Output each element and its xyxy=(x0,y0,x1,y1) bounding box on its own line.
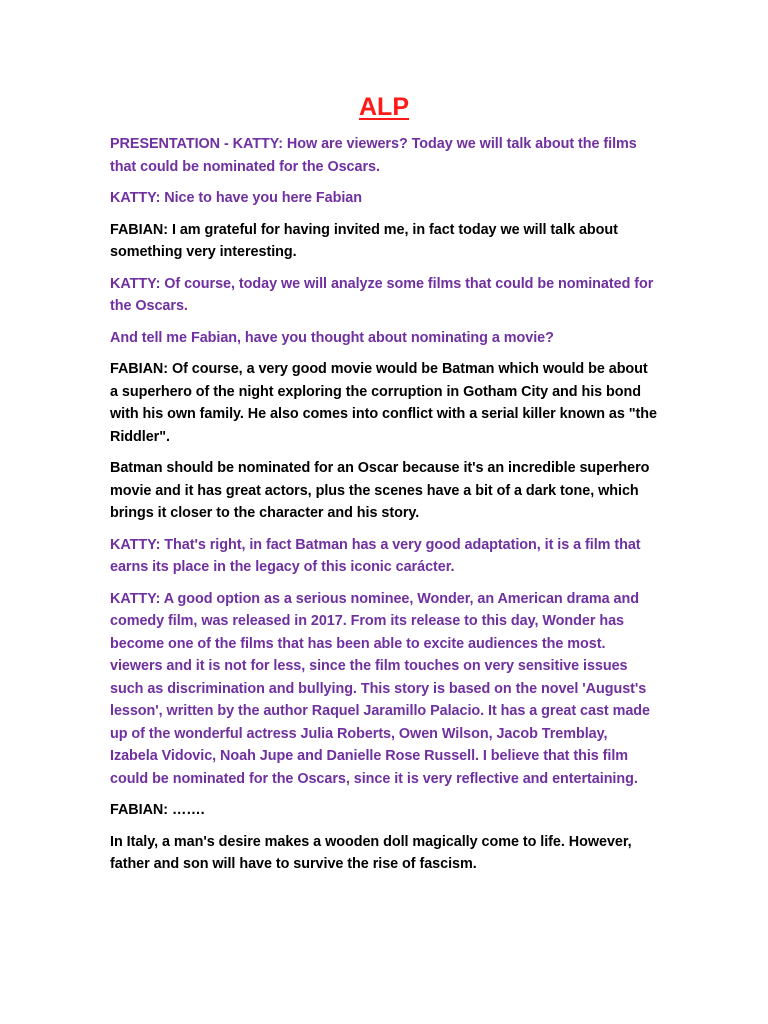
paragraph-fabian-ellipsis: FABIAN: ……. xyxy=(110,802,205,818)
paragraph-katty-analyze: KATTY: Of course, today we will analyze some films that could be nominated for the Oscars. xyxy=(110,275,654,314)
paragraph-katty-batman: KATTY: That's right, in fact Batman has a very good adaptation, it is a film that earns its place in the legacy of this iconic carácter. xyxy=(110,536,641,575)
paragraph-katty-greeting: KATTY: Nice to have you here Fabian xyxy=(110,190,362,206)
paragraph-fabian-italy: In Italy, a man's desire makes a wooden doll magically come to life. However, father and son will have to survive the rise of fascism. xyxy=(110,833,632,872)
paragraph-fabian-thanks: FABIAN: I am grateful for having invited me, in fact today we will talk about something very interesting. xyxy=(110,221,618,260)
paragraph-fabian-batman: FABIAN: Of course, a very good movie would be Batman which would be about a superhero of the night exploring the corruption in Gotham City and his bond with his own family. He also comes into conflict with a serial killer known as "the Riddler". xyxy=(110,361,657,445)
paragraph-katty-question: And tell me Fabian, have you thought about nominating a movie? xyxy=(110,329,554,346)
paragraph-fabian-batman-oscar: Batman should be nominated for an Oscar because it's an incredible superhero movie and it has great actors, plus the scenes have a bit of a dark tone, which brings it closer to the character and his story. xyxy=(110,460,650,521)
paragraph-katty-wonder: KATTY: A good option as a serious nominee, Wonder, an American drama and comedy film, was released in 2017. From its release to this day, Wonder has become one of the films that has been able to excite audiences the most. viewers and it is not for less, since the film touches on very sensitive issues such as discrimination and bullying. This story is based on the novel 'August's lesson', written by the author Raquel Jaramillo Palacio. It has a great cast made up of the wonderful actress Julia Roberts, Owen Wilson, Jacob Tremblay, Izabela Vidovic, Noah Jupe and Danielle Rose Russell. I believe that this film could be nominated for the Oscars, since it is very reflective and entertaining. xyxy=(110,590,650,787)
paragraph-presentation: PRESENTATION - KATTY: How are viewers? Today we will talk about the films that could be nominated for the Oscars. xyxy=(110,136,637,175)
document-title: ALP xyxy=(359,93,409,121)
